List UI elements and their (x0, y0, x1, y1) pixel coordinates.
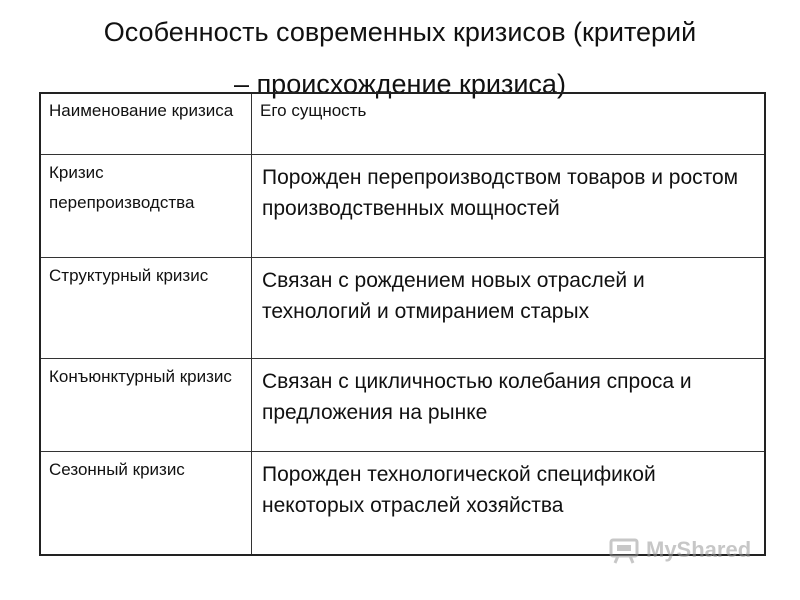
header-name-label: Наименование кризиса (49, 101, 234, 120)
table-row (40, 155, 765, 258)
crisis-name-cell (40, 452, 252, 556)
crisis-name-cell (40, 155, 252, 258)
crisis-essence-cell (252, 155, 766, 258)
watermark-text: MyShared (646, 537, 752, 562)
crisis-essence-cell (252, 258, 766, 359)
crisis-essence: Связан с рождением новых отраслей и технологий и отмиранием старых (262, 269, 645, 323)
crisis-name: Сезонный кризис (49, 460, 185, 479)
crisis-table (39, 92, 766, 556)
header-essence-label: Его сущность (260, 101, 367, 120)
crisis-name: Кризис перепроизводства (49, 163, 195, 212)
crisis-name: Структурный кризис (49, 266, 209, 285)
myshared-logo-icon (608, 536, 642, 564)
crisis-essence: Порожден перепроизводством товаров и ростом производственных мощностей (262, 166, 739, 220)
table-header-row (40, 93, 765, 155)
crisis-name: Конъюнктурный кризис (49, 367, 232, 386)
crisis-name-cell (40, 258, 252, 359)
header-cell-essence (252, 93, 766, 155)
header-cell-name (40, 93, 252, 155)
table-row (40, 258, 765, 359)
crisis-essence: Связан с цикличностью колебания спроса и предложения на рынке (262, 370, 692, 424)
table-row (40, 359, 765, 452)
crisis-name-cell (40, 359, 252, 452)
crisis-essence-cell (252, 359, 766, 452)
title-line-1: Особенность современных кризисов (критерий (103, 17, 697, 47)
watermark (608, 536, 751, 564)
crisis-essence: Порожден технологической спецификой некоторых отраслей хозяйства (262, 463, 656, 517)
title-line-2: – происхождение кризиса) (234, 69, 566, 99)
